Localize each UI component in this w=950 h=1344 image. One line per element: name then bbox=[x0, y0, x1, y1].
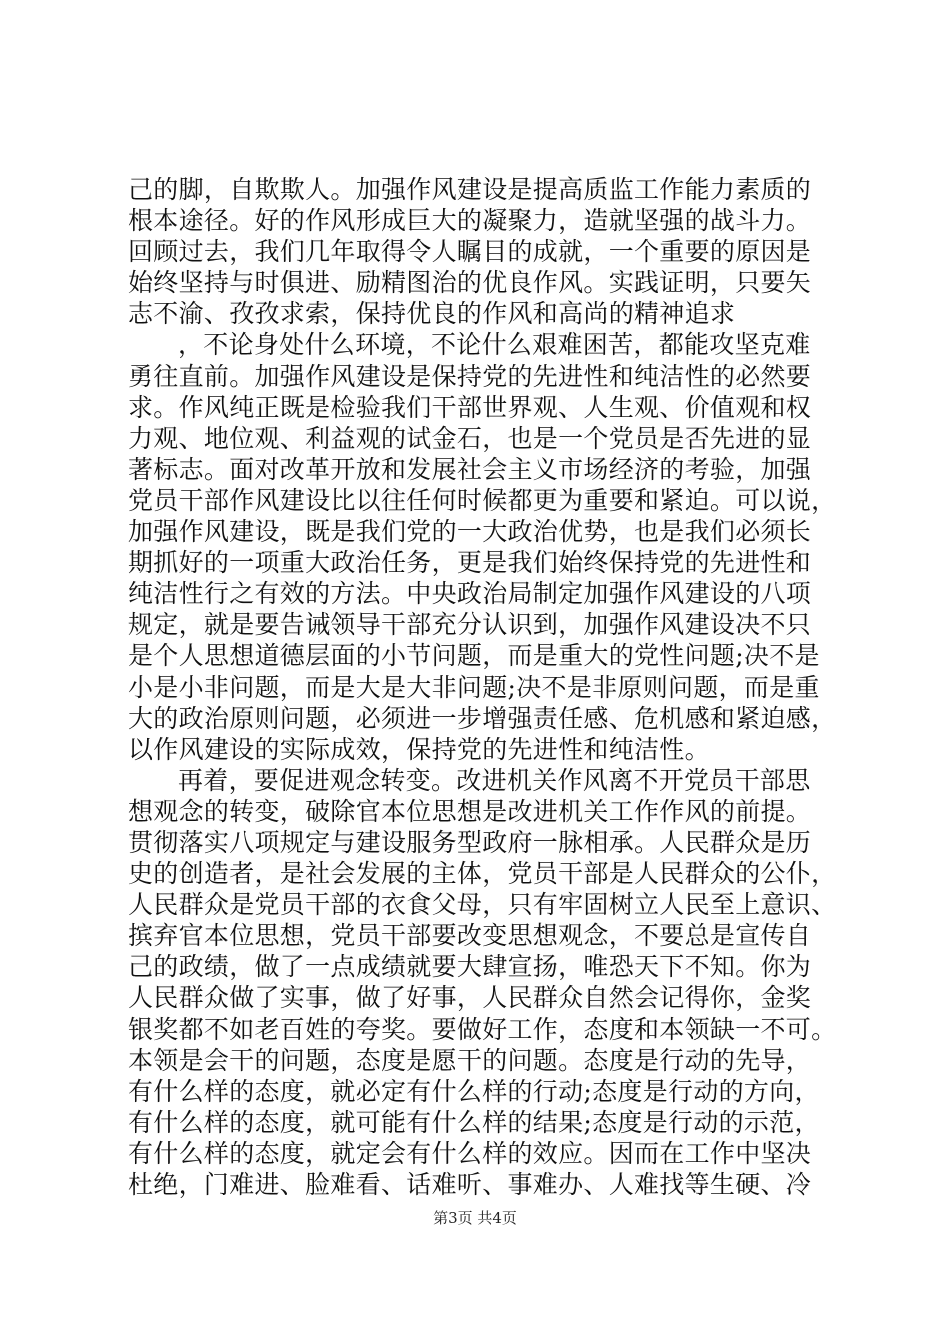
text-line: 人民群众做了实事，做了好事，人民群众自然会记得你，金奖 bbox=[128, 983, 812, 1013]
text-line: 以作风建设的实际成效，保持党的先进性和纯洁性。 bbox=[128, 734, 710, 764]
text-line: 小是小非问题，而是大是大非问题;决不是非原则问题，而是重 bbox=[128, 672, 820, 702]
text-line: 摈弃官本位思想，党员干部要改变思想观念，不要总是宣传自 bbox=[128, 921, 812, 951]
text-line: 想观念的转变，破除官本位思想是改进机关工作作风的前提。 bbox=[128, 796, 812, 826]
text-line: 党员干部作风建设比以往任何时候都更为重要和紧迫。可以说， bbox=[128, 485, 837, 515]
text-line: 勇往直前。加强作风建设是保持党的先进性和纯洁性的必然要 bbox=[128, 361, 812, 391]
text-line: 再着，要促进观念转变。改进机关作风离不开党员干部思 bbox=[178, 765, 811, 795]
text-line: 根本途径。好的作风形成巨大的凝聚力，造就坚强的战斗力。 bbox=[128, 206, 812, 236]
text-line: 求。作风纯正既是检验我们干部世界观、人生观、价值观和权 bbox=[128, 392, 812, 422]
text-line: 著标志。面对改革开放和发展社会主义市场经济的考验，加强 bbox=[128, 454, 812, 484]
document-body bbox=[128, 174, 837, 1200]
text-line: 人民群众是党员干部的衣食父母，只有牢固树立人民至上意识、 bbox=[128, 890, 837, 920]
text-line: 己的脚，自欺欺人。加强作风建设是提高质监工作能力素质的 bbox=[128, 175, 812, 204]
text-line: 始终坚持与时俱进、励精图治的优良作风。实践证明，只要矢 bbox=[128, 268, 812, 298]
text-line: 大的政治原则问题，必须进一步增强责任感、危机感和紧迫感， bbox=[128, 703, 837, 733]
page-footer bbox=[0, 1207, 950, 1228]
text-line: 史的创造者，是社会发展的主体，党员干部是人民群众的公仆， bbox=[128, 859, 837, 889]
text-line: 有什么样的态度，就可能有什么样的结果;态度是行动的示范， bbox=[128, 1107, 820, 1137]
text-line: 纯洁性行之有效的方法。中央政治局制定加强作风建设的八项 bbox=[128, 579, 812, 609]
text-line: 期抓好的一项重大政治任务，更是我们始终保持党的先进性和 bbox=[128, 548, 812, 578]
text-line: 志不渝、孜孜求索，保持优良的作风和高尚的精神追求 bbox=[128, 299, 736, 329]
text-line: 回顾过去，我们几年取得令人瞩目的成就，一个重要的原因是 bbox=[128, 237, 812, 267]
text-line: 是个人思想道德层面的小节问题，而是重大的党性问题;决不是 bbox=[128, 641, 820, 671]
text-line: 有什么样的态度，就定会有什么样的效应。因而在工作中坚决 bbox=[128, 1138, 812, 1168]
text-line: 银奖都不如老百姓的夸奖。要做好工作，态度和本领缺一不可。 bbox=[128, 1014, 837, 1044]
text-line: 规定，就是要告诫领导干部充分认识到，加强作风建设决不只 bbox=[128, 610, 812, 640]
text-line: 贯彻落实八项规定与建设服务型政府一脉相承。人民群众是历 bbox=[128, 827, 812, 857]
text-line: 加强作风建设，既是我们党的一大政治优势，也是我们必须长 bbox=[128, 517, 812, 547]
text-line: 力观、地位观、利益观的试金石，也是一个党员是否先进的显 bbox=[128, 423, 812, 453]
text-line: ，不论身处什么环境，不论什么艰难困苦，都能攻坚克难 bbox=[178, 330, 811, 360]
text-line: 己的政绩，做了一点成绩就要大肆宣扬，唯恐天下不知。你为 bbox=[128, 952, 812, 982]
page-number: 第3页 共4页 bbox=[433, 1209, 517, 1227]
text-line: 杜绝，门难进、脸难看、话难听、事难办、人难找等生硬、冷 bbox=[128, 1170, 812, 1199]
text-line: 有什么样的态度，就必定有什么样的行动;态度是行动的方向， bbox=[128, 1076, 820, 1106]
text-line: 本领是会干的问题，态度是愿干的问题。态度是行动的先导， bbox=[128, 1045, 812, 1075]
